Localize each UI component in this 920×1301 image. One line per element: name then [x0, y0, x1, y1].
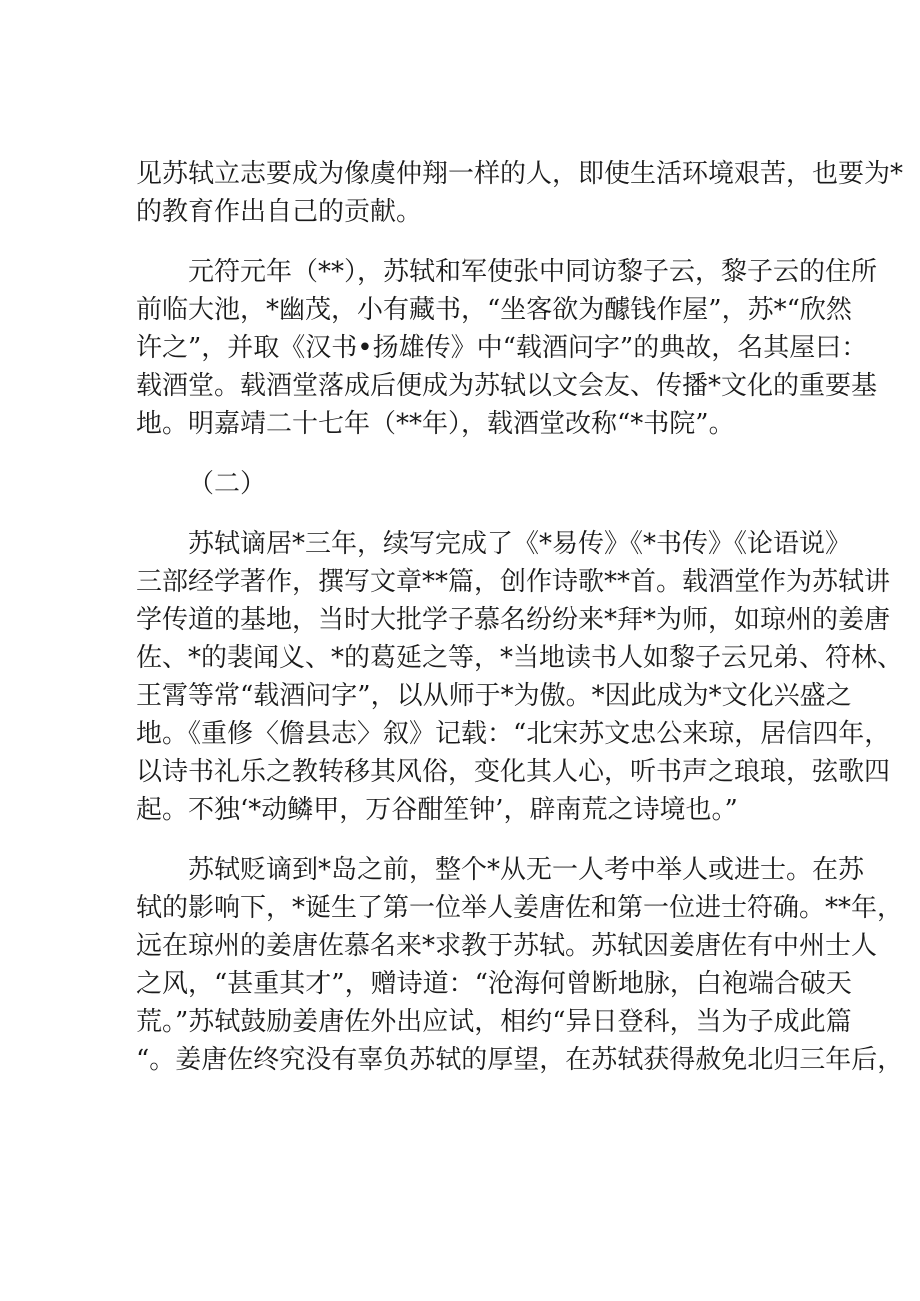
text-line: 以诗书礼乐之教转移其风俗，变化其人心，听书声之琅琅，弦歌四	[136, 757, 891, 787]
text-line: 苏轼谪居*三年，续写完成了《*易传》《*书传》《论语说》	[188, 529, 852, 559]
paragraph-teaching	[136, 525, 904, 829]
text-line: “。姜唐佐终究没有辜负苏轼的厚望，在苏轼获得赦免北归三年后，	[136, 1045, 904, 1075]
paragraph-zaijiutang	[136, 253, 878, 443]
section-heading	[136, 465, 808, 503]
text-line: 之风，“甚重其才”，赠诗道：“沧海何曾断地脉，白袍端合破天	[136, 969, 852, 999]
paragraph-gap	[136, 829, 808, 851]
text-line: 前临大池，*幽茂，小有藏书，“坐客欲为醵钱作屋”，苏*“欣然	[136, 295, 852, 325]
paragraph-gap	[136, 443, 808, 465]
text-line: 远在琼州的姜唐佐慕名来*求教于苏轼。苏轼因姜唐佐有中州士人	[136, 931, 878, 961]
paragraph-continuation	[136, 155, 904, 231]
document-body	[136, 155, 904, 1079]
text-line: 地。明嘉靖二十七年（**年），载酒堂改称“*书院”。	[136, 409, 735, 439]
text-line: 轼的影响下，*诞生了第一位举人姜唐佐和第一位进士符确。**年，	[136, 893, 904, 923]
text-line: 载酒堂。载酒堂落成后便成为苏轼以文会友、传播*文化的重要基	[136, 371, 878, 401]
text-line: 三部经学著作，撰写文章**篇，创作诗歌**首。载酒堂作为苏轼讲	[136, 567, 891, 597]
text-line: 王霄等常“载酒问字”，以从师于*为傲。*因此成为*文化兴盛之	[136, 681, 852, 711]
paragraph-gap	[136, 231, 808, 253]
text-line: 许之”，并取《汉书•扬雄传》中“载酒问字”的典故，名其屋曰：	[136, 333, 868, 363]
text-line: 起。不独‘*动鳞甲，万谷酣笙钟’，辟南荒之诗境也。”	[136, 795, 738, 825]
text-line: 元符元年（**），苏轼和军使张中同访黎子云，黎子云的住所	[188, 257, 878, 287]
text-line: 学传道的基地，当时大批学子慕名纷纷来*拜*为师，如琼州的姜唐	[136, 605, 891, 635]
paragraph-gap	[136, 503, 808, 525]
text-line: 佐、*的裴闻义、*的葛延之等，*当地读书人如黎子云兄弟、符林、	[136, 643, 904, 673]
text-line: 荒。”苏轼鼓励姜唐佐外出应试，相约“异日登科，当为子成此篇	[136, 1007, 852, 1037]
text-line: 的教育作出自己的贡献。	[136, 197, 423, 227]
text-line: 地。《重修〈儋县志〉叙》记载：“北宋苏文忠公来琼，居信四年，	[136, 719, 891, 749]
section-heading-text: （二）	[188, 469, 267, 499]
text-line: 苏轼贬谪到*岛之前，整个*从无一人考中举人或进士。在苏	[188, 855, 865, 885]
paragraph-jiang-tangzuo	[136, 851, 904, 1079]
text-line: 见苏轼立志要成为像虞仲翔一样的人，即使生活环境艰苦，也要为*	[136, 159, 904, 189]
